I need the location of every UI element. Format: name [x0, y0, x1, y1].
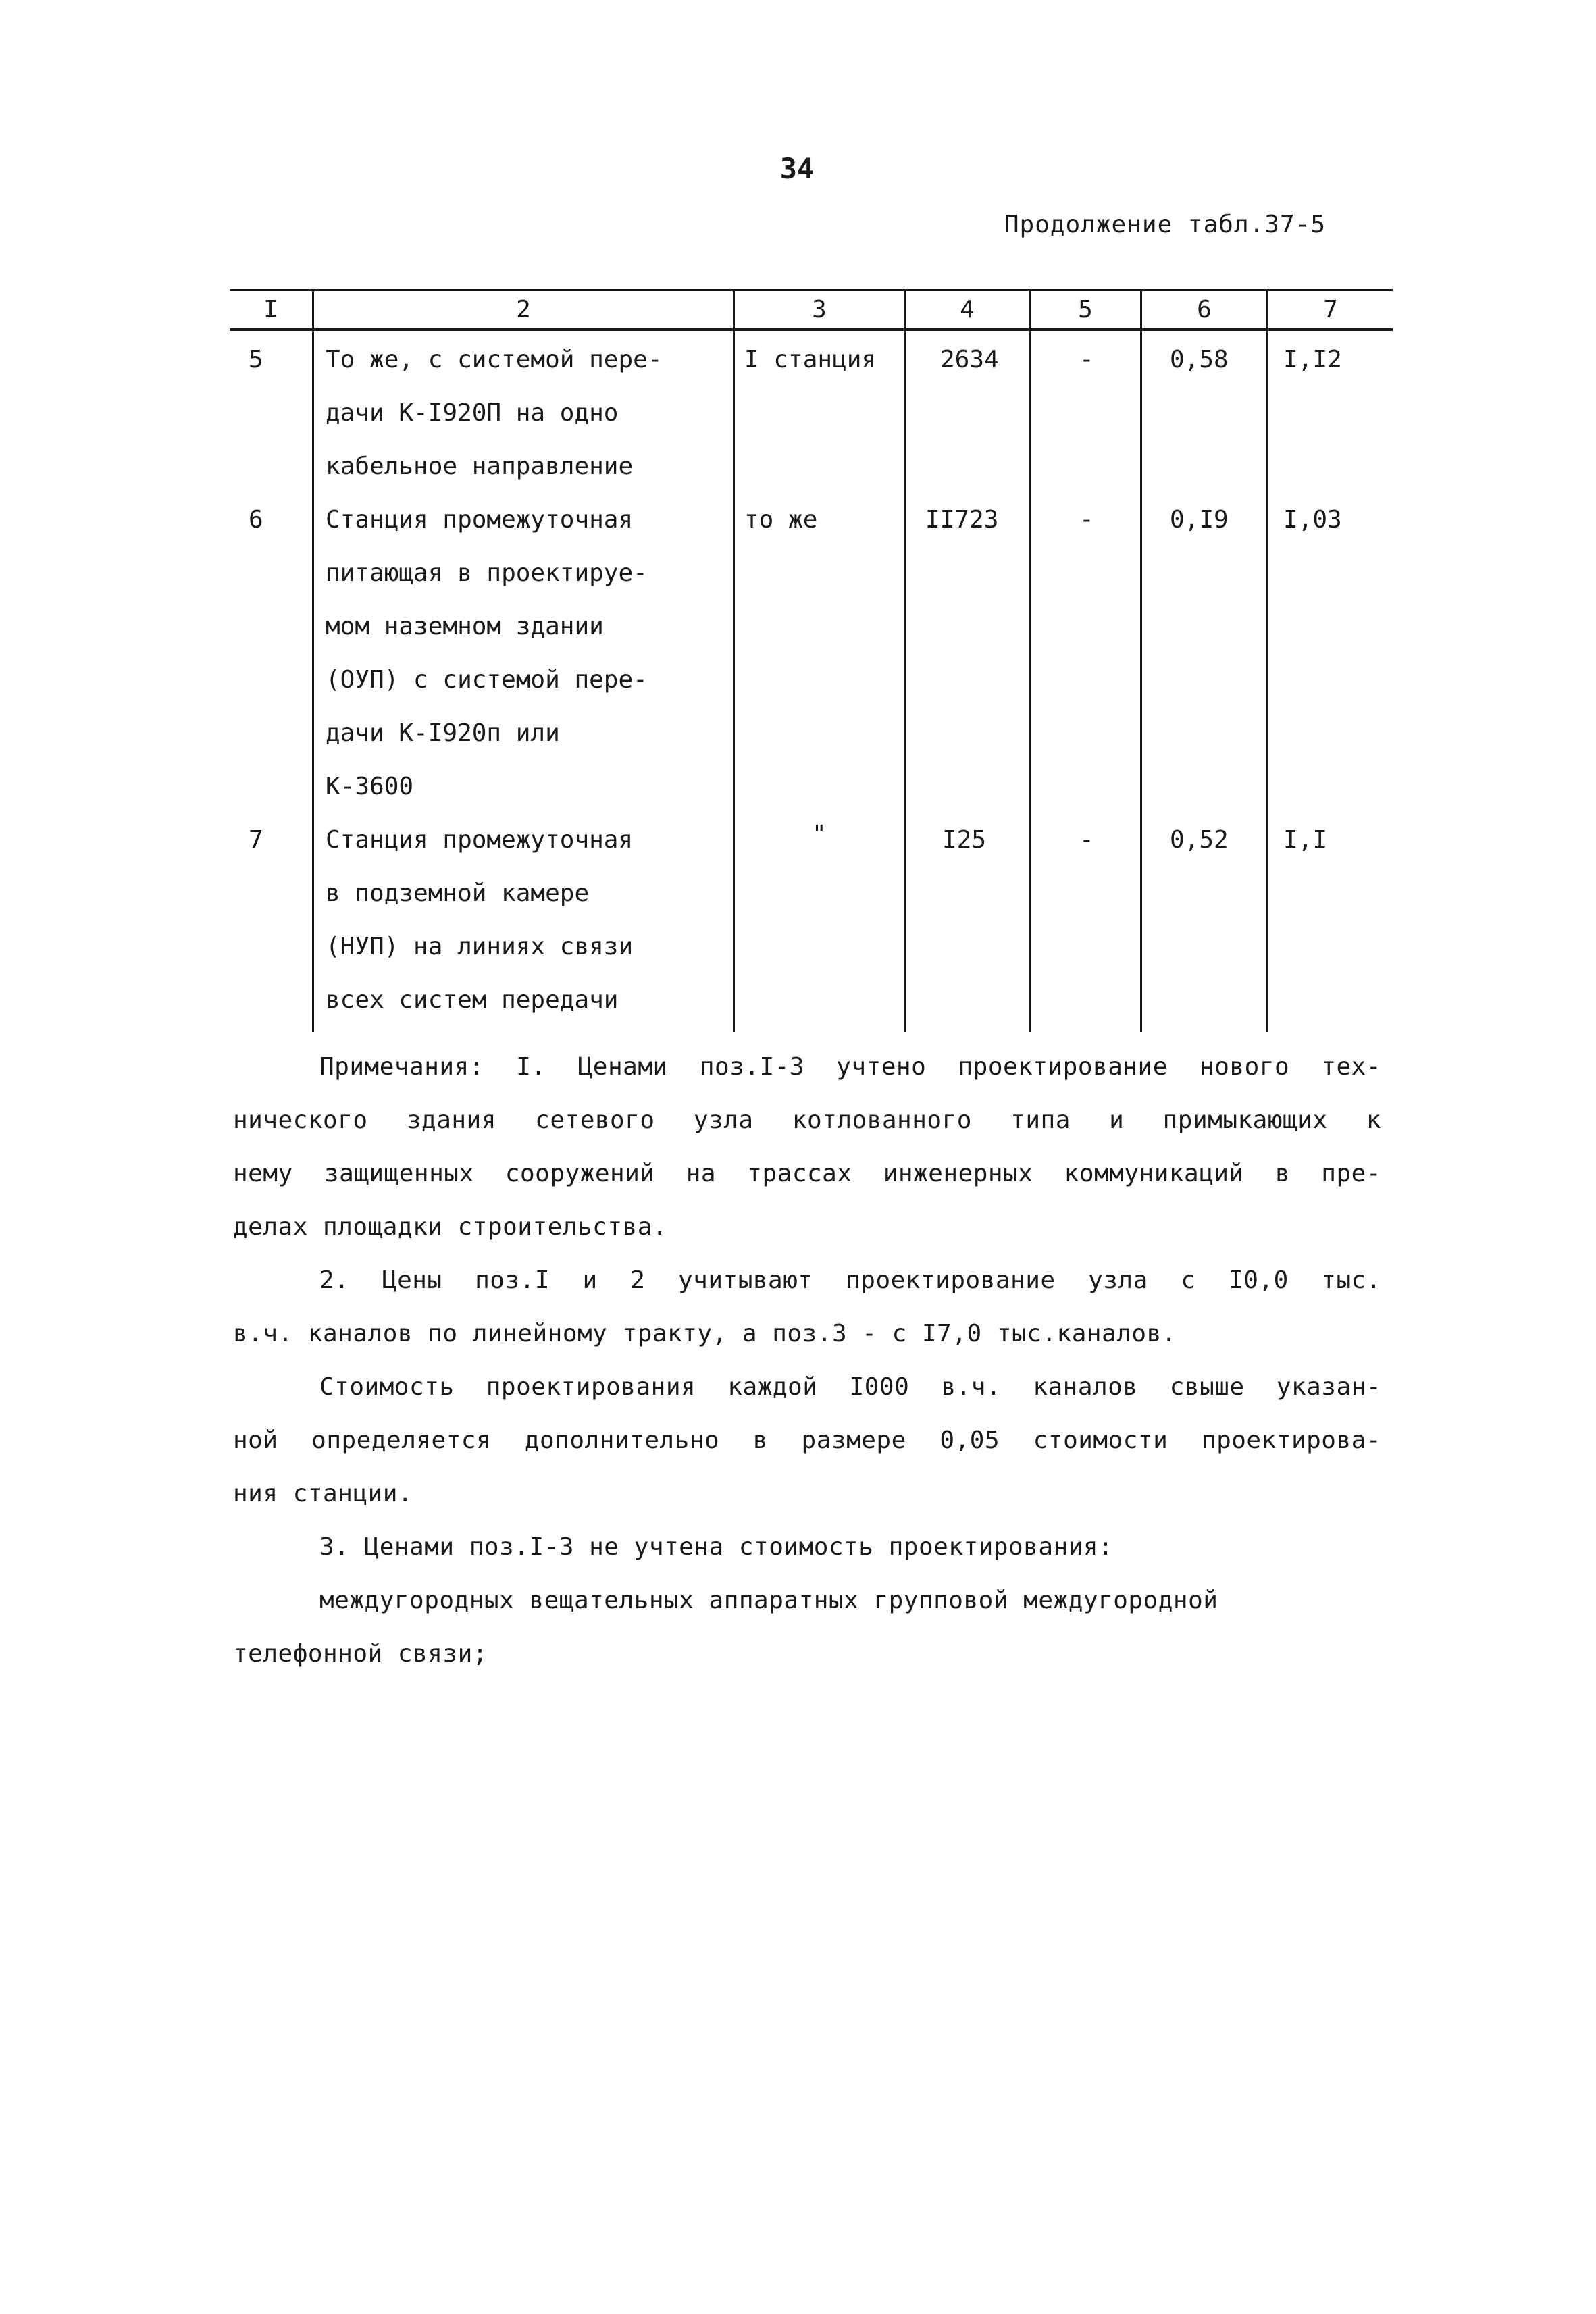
- note-2b-line: Стоимость проектирования каждой I000 в.ч. каналов свыше указан-: [319, 1373, 1381, 1401]
- row-name-line: (НУП) на линиях связи: [326, 933, 634, 960]
- row-unit: ": [812, 821, 827, 848]
- column-divider: [1029, 289, 1031, 1032]
- row-col7: I,I2: [1283, 346, 1342, 374]
- header-col-6: 6: [1197, 296, 1212, 324]
- row-name-line: мом наземном здании: [326, 613, 604, 640]
- row-name-line: То же, с системой пере-: [326, 346, 663, 374]
- row-col5: -: [1079, 346, 1094, 374]
- row-col6: 0,I9: [1170, 506, 1229, 534]
- row-name-line: Станция промежуточная: [326, 826, 634, 854]
- row-col6: 0,52: [1170, 826, 1229, 854]
- header-col-5: 5: [1078, 296, 1093, 324]
- column-divider: [312, 289, 314, 1032]
- note-3-line: 3. Ценами поз.I-3 не учтена стоимость проектирования:: [319, 1533, 1114, 1561]
- column-divider: [904, 289, 906, 1032]
- note-2-line: 2. Цены поз.I и 2 учитывают проектирование узла с I0,0 тыс.: [319, 1266, 1381, 1294]
- header-col-1: I: [263, 296, 278, 324]
- note-2b-line: ния станции.: [233, 1480, 413, 1508]
- row-name-line: дачи К-I920п или: [326, 719, 560, 747]
- row-name-line: дачи К-I920П на одно: [326, 399, 619, 427]
- row-name-line: в подземной камере: [326, 879, 590, 907]
- row-col4: I25: [942, 826, 987, 854]
- price-table: [230, 289, 1393, 1032]
- note-1-line: нему защищенных сооружений на трассах инженерных коммуникаций в пре-: [233, 1160, 1381, 1187]
- header-col-7: 7: [1323, 296, 1338, 324]
- row-name-line: К-3600: [326, 773, 414, 800]
- row-number: 6: [249, 506, 263, 534]
- note-1-line: делах площадки строительства.: [233, 1213, 668, 1241]
- header-col-4: 4: [960, 296, 975, 324]
- notes-section: [233, 1040, 1381, 1680]
- column-divider: [1140, 289, 1142, 1032]
- row-col4: II723: [925, 506, 999, 534]
- row-unit: I станция: [744, 346, 877, 374]
- row-name-line: Станция промежуточная: [326, 506, 634, 534]
- row-unit: то же: [744, 506, 818, 534]
- note-2b-line: ной определяется дополнительно в размере 0,05 стоимости проектирова-: [233, 1426, 1381, 1454]
- row-col4: 2634: [940, 346, 999, 374]
- row-name-line: питающая в проектируе-: [326, 559, 648, 587]
- row-name-line: (ОУП) с системой пере-: [326, 666, 648, 694]
- row-name-line: всех систем передачи: [326, 986, 619, 1014]
- table-continuation-caption: Продолжение табл.37-5: [1004, 211, 1326, 238]
- row-col6: 0,58: [1170, 346, 1229, 374]
- note-3-line: междугородных вещательных аппаратных групповой междугородной: [319, 1587, 1218, 1614]
- note-1-line: Примечания: I. Ценами поз.I-3 учтено проектирование нового тех-: [319, 1053, 1381, 1081]
- note-3-line: телефонной связи;: [233, 1640, 488, 1668]
- row-col5: -: [1079, 826, 1094, 854]
- column-divider: [733, 289, 735, 1032]
- row-col7: I,I: [1283, 826, 1328, 854]
- note-1-line: нического здания сетевого узла котлованного типа и примыкающих к: [233, 1106, 1381, 1134]
- page-number: 34: [779, 152, 815, 185]
- row-number: 5: [249, 346, 263, 374]
- row-col5: -: [1079, 506, 1094, 534]
- header-col-3: 3: [812, 296, 827, 324]
- header-col-2: 2: [516, 296, 531, 324]
- row-name-line: кабельное направление: [326, 453, 634, 480]
- note-2-line: в.ч. каналов по линейному тракту, а поз.3 - с I7,0 тыс.каналов.: [233, 1320, 1177, 1347]
- row-col7: I,03: [1283, 506, 1342, 534]
- column-divider: [1266, 289, 1268, 1032]
- row-number: 7: [249, 826, 263, 854]
